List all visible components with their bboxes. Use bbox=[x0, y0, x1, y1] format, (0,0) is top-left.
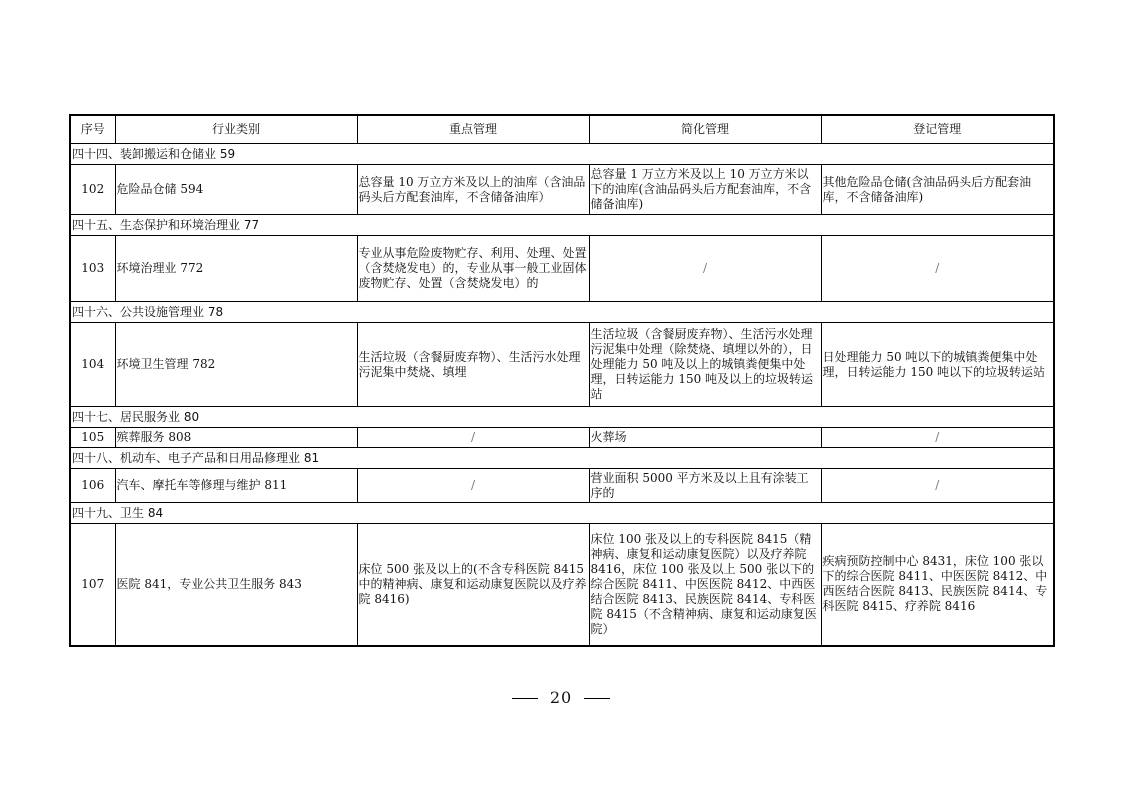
header-key-management: 重点管理 bbox=[357, 115, 589, 144]
row-number: 105 bbox=[70, 428, 115, 448]
section-row bbox=[70, 144, 1054, 165]
row-simplified-management: 总容量 1 万立方米及以上 10 万立方米以下的油库(含油品码头后方配套油库，不含储备油库) bbox=[589, 165, 821, 215]
table-row bbox=[70, 236, 1054, 302]
row-register-management: 其他危险品仓储(含油品码头后方配套油库，不含储备油库) bbox=[821, 165, 1054, 215]
row-key-management: / bbox=[357, 428, 589, 448]
row-register-management: / bbox=[821, 236, 1054, 302]
row-simplified-management: 营业面积 5000 平方米及以上且有涂装工序的 bbox=[589, 469, 821, 503]
page-footer bbox=[0, 688, 1122, 707]
row-number: 106 bbox=[70, 469, 115, 503]
section-row bbox=[70, 407, 1054, 428]
section-title: 四十六、公共设施管理业 78 bbox=[70, 302, 1054, 323]
table-row bbox=[70, 323, 1054, 407]
header-no: 序号 bbox=[70, 115, 115, 144]
row-simplified-management: 生活垃圾（含餐厨废弃物）、生活污水处理污泥集中处理（除焚烧、填埋以外的），日处理能力 50 吨及以上的城镇粪便集中处理，日转运能力 150 吨及以上的垃圾转运站 bbox=[589, 323, 821, 407]
row-register-management: / bbox=[821, 469, 1054, 503]
row-category: 危险品仓储 594 bbox=[115, 165, 357, 215]
header-simplified-management: 简化管理 bbox=[589, 115, 821, 144]
row-key-management: / bbox=[357, 469, 589, 503]
row-key-management: 生活垃圾（含餐厨废弃物）、生活污水处理污泥集中焚烧、填埋 bbox=[357, 323, 589, 407]
table-row bbox=[70, 165, 1054, 215]
row-simplified-management: 火葬场 bbox=[589, 428, 821, 448]
section-title: 四十八、机动车、电子产品和日用品修理业 81 bbox=[70, 448, 1054, 469]
row-register-management: 日处理能力 50 吨以下的城镇粪便集中处理，日转运能力 150 吨以下的垃圾转运站 bbox=[821, 323, 1054, 407]
footer-dash-left bbox=[512, 698, 538, 699]
row-simplified-management: / bbox=[589, 236, 821, 302]
row-category: 环境卫生管理 782 bbox=[115, 323, 357, 407]
footer-dash-right bbox=[584, 698, 610, 699]
row-category: 医院 841，专业公共卫生服务 843 bbox=[115, 524, 357, 646]
section-row bbox=[70, 503, 1054, 524]
header-category: 行业类别 bbox=[115, 115, 357, 144]
table-row bbox=[70, 524, 1054, 646]
row-key-management: 总容量 10 万立方米及以上的油库（含油品码头后方配套油库，不含储备油库） bbox=[357, 165, 589, 215]
table-header-row bbox=[70, 115, 1054, 144]
page-number: 20 bbox=[549, 688, 573, 707]
row-category: 环境治理业 772 bbox=[115, 236, 357, 302]
row-register-management: / bbox=[821, 428, 1054, 448]
row-number: 107 bbox=[70, 524, 115, 646]
row-category: 殡葬服务 808 bbox=[115, 428, 357, 448]
table-row bbox=[70, 469, 1054, 503]
section-row bbox=[70, 215, 1054, 236]
industry-table bbox=[69, 114, 1055, 647]
table-row bbox=[70, 428, 1054, 448]
section-title: 四十九、卫生 84 bbox=[70, 503, 1054, 524]
row-register-management: 疾病预防控制中心 8431，床位 100 张以下的综合医院 8411、中医医院 8412、中西医结合医院 8413、民族医院 8414、专科医院 8415、疗养院 8416 bbox=[821, 524, 1054, 646]
row-category: 汽车、摩托车等修理与维护 811 bbox=[115, 469, 357, 503]
section-title: 四十五、生态保护和环境治理业 77 bbox=[70, 215, 1054, 236]
header-register-management: 登记管理 bbox=[821, 115, 1054, 144]
row-simplified-management: 床位 100 张及以上的专科医院 8415（精神病、康复和运动康复医院）以及疗养院 8416，床位 100 张及以上 500 张以下的综合医院 8411、中医医院 8412、中西医结合医院 8413、民族医院 8414、专科医院 8415（不含精神病、康复和运动康复医院） bbox=[589, 524, 821, 646]
row-number: 104 bbox=[70, 323, 115, 407]
section-title: 四十七、居民服务业 80 bbox=[70, 407, 1054, 428]
section-row bbox=[70, 302, 1054, 323]
section-row bbox=[70, 448, 1054, 469]
row-number: 102 bbox=[70, 165, 115, 215]
row-key-management: 专业从事危险废物贮存、利用、处理、处置（含焚烧发电）的，专业从事一般工业固体废物贮存、处置（含焚烧发电）的 bbox=[357, 236, 589, 302]
row-number: 103 bbox=[70, 236, 115, 302]
section-title: 四十四、装卸搬运和仓储业 59 bbox=[70, 144, 1054, 165]
row-key-management: 床位 500 张及以上的(不含专科医院 8415 中的精神病、康复和运动康复医院以及疗养院 8416) bbox=[357, 524, 589, 646]
